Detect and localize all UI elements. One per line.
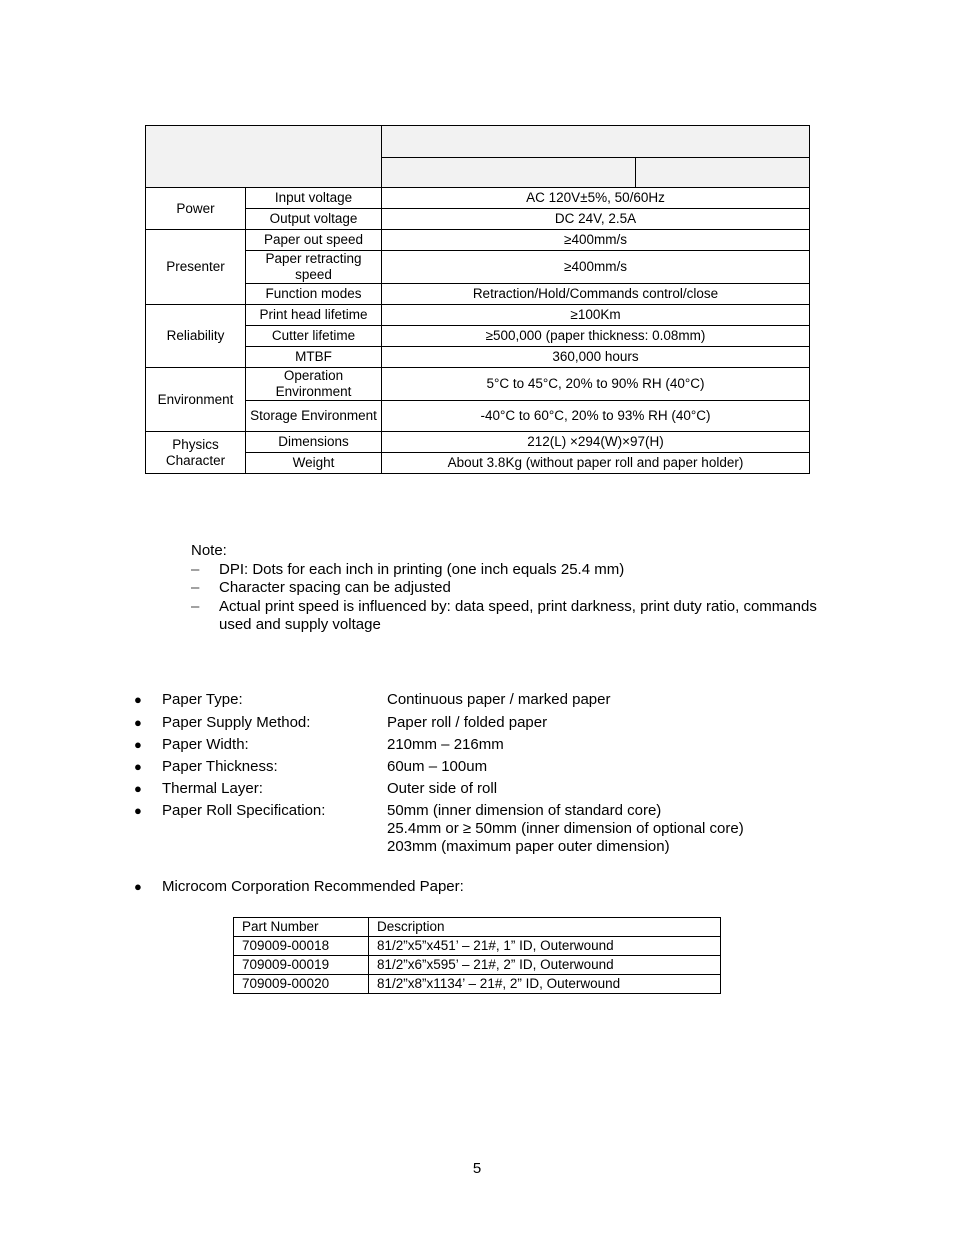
spec-category-cell: Environment xyxy=(146,368,246,432)
spec-row xyxy=(146,347,810,368)
dash-icon: – xyxy=(191,597,200,615)
paper-spec-item xyxy=(134,758,487,776)
spec-value-cell: ≥400mm/s xyxy=(382,251,810,284)
paper-spec-value-line: 25.4mm or ≥ 50mm (inner dimension of optional core) xyxy=(387,820,744,837)
spec-row xyxy=(146,284,810,305)
paper-spec-item xyxy=(134,691,610,709)
bullet-icon: ● xyxy=(134,781,142,796)
spec-value-cell: AC 120V±5%, 50/60Hz xyxy=(382,188,810,209)
spec-item-cell: Paper out speed xyxy=(246,230,382,251)
spec-row xyxy=(146,305,810,326)
page-number: 5 xyxy=(472,1160,482,1177)
paper-spec-label: Paper Roll Specification: xyxy=(162,802,326,819)
paper-spec-value xyxy=(387,802,744,856)
bullet-icon: ● xyxy=(134,737,142,752)
spec-subheader-right xyxy=(636,158,810,188)
spec-row xyxy=(146,368,810,401)
bullet-icon: ● xyxy=(134,803,142,818)
spec-header-row xyxy=(146,126,810,158)
paper-spec-item xyxy=(134,714,547,732)
description-cell: 81/2”x6”x595’ – 21#, 2” ID, Outerwound xyxy=(369,956,721,975)
spec-value-cell: Retraction/Hold/Commands control/close xyxy=(382,284,810,305)
spec-header-blank xyxy=(146,126,382,188)
bullet-icon: ● xyxy=(134,759,142,774)
note-item xyxy=(191,598,851,635)
spec-item-cell: Output voltage xyxy=(246,209,382,230)
spec-category-cell: Power xyxy=(146,188,246,230)
paper-spec-label: Paper Type: xyxy=(162,691,243,708)
part-number-cell: 709009-00018 xyxy=(234,937,369,956)
spec-category-cell: Reliability xyxy=(146,305,246,368)
recommended-paper-label: Microcom Corporation Recommended Paper: xyxy=(162,878,464,895)
bullet-icon: ● xyxy=(134,692,142,707)
paper-spec-value: Outer side of roll xyxy=(387,780,498,797)
notes-section xyxy=(191,542,851,635)
table-row xyxy=(234,956,721,975)
paper-table-header: Description xyxy=(369,918,721,937)
spec-item-cell: Operation Environment xyxy=(246,368,382,401)
paper-spec-item xyxy=(134,780,497,798)
spec-value-cell: 212(L) ×294(W)×97(H) xyxy=(382,432,810,453)
part-number-cell: 709009-00020 xyxy=(234,975,369,994)
paper-spec-value: 210mm – 216mm xyxy=(387,736,504,753)
paper-table-header: Part Number xyxy=(234,918,369,937)
note-text: DPI: Dots for each inch in printing (one inch equals 25.4 mm) xyxy=(219,560,625,578)
spec-item-cell: Storage Environment xyxy=(246,401,382,432)
spec-value-cell: ≥500,000 (paper thickness: 0.08mm) xyxy=(382,326,810,347)
paper-spec-value: Paper roll / folded paper xyxy=(387,714,548,731)
paper-spec-label: Paper Width: xyxy=(162,736,249,753)
description-cell: 81/2”x8”x1134’ – 21#, 2” ID, Outerwound xyxy=(369,975,721,994)
paper-spec-item xyxy=(134,802,744,856)
spec-category-cell: Physics Character xyxy=(146,432,246,474)
spec-value-cell: 5°C to 45°C, 20% to 90% RH (40°C) xyxy=(382,368,810,401)
note-text: Actual print speed is influenced by: data speed, print darkness, print duty ratio, commands used and supply voltage xyxy=(219,597,817,633)
spec-value-cell: About 3.8Kg (without paper roll and paper holder) xyxy=(382,453,810,474)
bullet-icon: ● xyxy=(134,715,142,730)
recommended-paper-table xyxy=(233,917,721,994)
spec-category-cell: Presenter xyxy=(146,230,246,305)
specification-table xyxy=(145,125,810,474)
recommended-paper-item xyxy=(134,878,464,896)
table-row xyxy=(234,937,721,956)
spec-row xyxy=(146,251,810,284)
paper-spec-label: Paper Supply Method: xyxy=(162,714,311,731)
note-text: Character spacing can be adjusted xyxy=(219,579,451,596)
spec-item-cell: Print head lifetime xyxy=(246,305,382,326)
spec-item-cell: MTBF xyxy=(246,347,382,368)
spec-value-cell: 360,000 hours xyxy=(382,347,810,368)
spec-item-cell: Function modes xyxy=(246,284,382,305)
spec-item-cell: Input voltage xyxy=(246,188,382,209)
description-cell: 81/2”x5”x451’ – 21#, 1” ID, Outerwound xyxy=(369,937,721,956)
spec-row xyxy=(146,209,810,230)
paper-table-header-row xyxy=(234,918,721,937)
spec-row xyxy=(146,432,810,453)
spec-value-cell: DC 24V, 2.5A xyxy=(382,209,810,230)
paper-spec-label: Thermal Layer: xyxy=(162,780,263,797)
spec-row xyxy=(146,453,810,474)
dash-icon: – xyxy=(191,579,200,596)
spec-row xyxy=(146,188,810,209)
paper-spec-value-line: 203mm (maximum paper outer dimension) xyxy=(387,838,670,855)
notes-title: Note: xyxy=(191,542,227,559)
spec-value-cell: -40°C to 60°C, 20% to 93% RH (40°C) xyxy=(382,401,810,432)
paper-spec-item xyxy=(134,736,504,754)
spec-item-cell: Paper retracting speed xyxy=(246,251,382,284)
spec-item-cell: Weight xyxy=(246,453,382,474)
spec-subheader-left xyxy=(382,158,636,188)
paper-spec-label: Paper Thickness: xyxy=(162,758,278,775)
spec-value-cell: ≥400mm/s xyxy=(382,230,810,251)
spec-header-top xyxy=(382,126,810,158)
specification-table-body xyxy=(146,126,810,474)
dash-icon: – xyxy=(191,560,200,578)
paper-spec-value-line: 50mm (inner dimension of standard core) xyxy=(387,802,662,819)
note-item xyxy=(191,579,851,598)
bullet-icon: ● xyxy=(134,879,142,894)
spec-item-cell: Dimensions xyxy=(246,432,382,453)
note-item xyxy=(191,561,851,580)
paper-spec-value: Continuous paper / marked paper xyxy=(387,691,611,708)
spec-row xyxy=(146,230,810,251)
paper-spec-value: 60um – 100um xyxy=(387,758,488,775)
spec-item-cell: Cutter lifetime xyxy=(246,326,382,347)
spec-row xyxy=(146,326,810,347)
spec-value-cell: ≥100Km xyxy=(382,305,810,326)
spec-row xyxy=(146,401,810,432)
part-number-cell: 709009-00019 xyxy=(234,956,369,975)
table-row xyxy=(234,975,721,994)
